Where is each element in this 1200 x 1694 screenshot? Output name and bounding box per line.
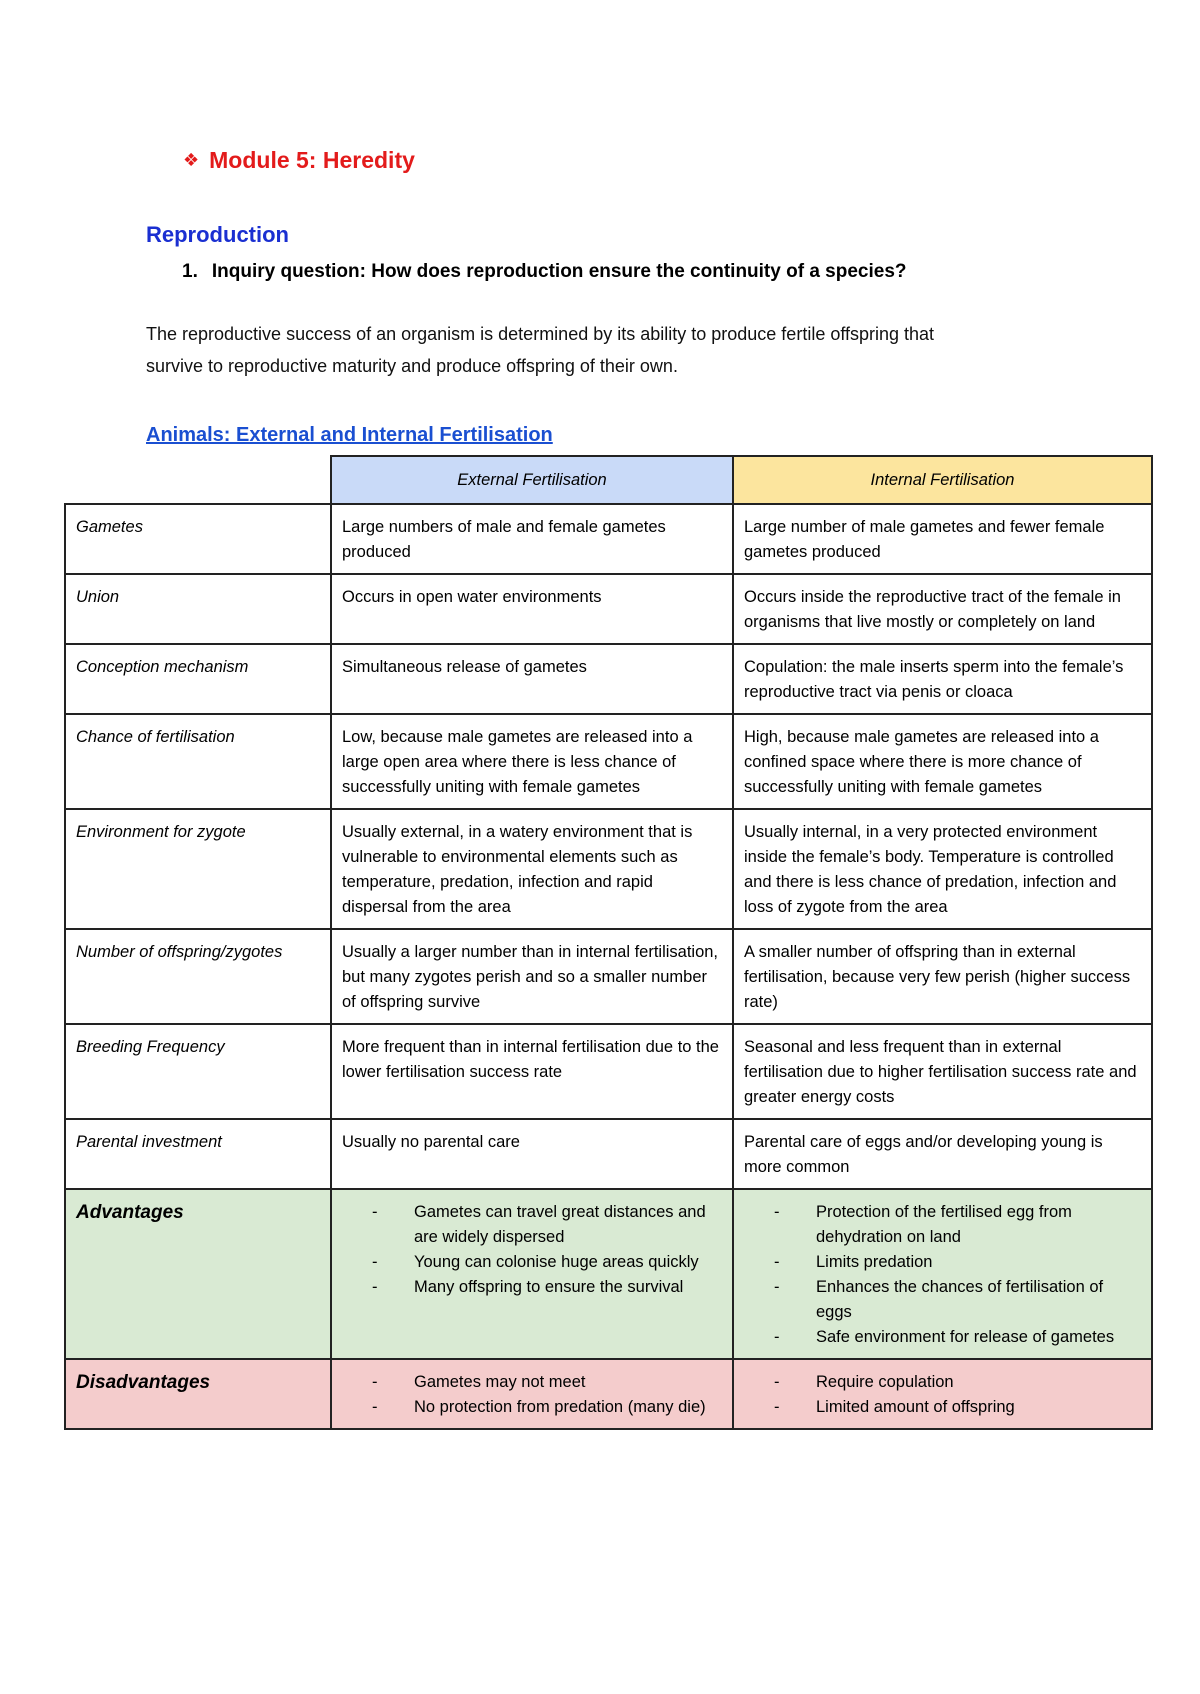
table-row [65,1024,1152,1119]
internal-disadvantages-list [744,1370,1141,1420]
table-header-row [65,456,1152,504]
external-cell: Low, because male gametes are released into a large open area where there is less chance of successfully uniting with female gametes [331,714,733,809]
internal-cell: A smaller number of offspring than in external fertilisation, because very few perish (higher success rate) [733,929,1152,1024]
row-label: Number of offspring/zygotes [65,929,331,1024]
table-row [65,714,1152,809]
inquiry-number: 1. [182,261,198,282]
list-item: - Many offspring to ensure the survival [372,1275,722,1300]
advantages-label: Advantages [65,1189,331,1359]
internal-cell: Large number of male gametes and fewer female gametes produced [733,504,1152,574]
module-title [183,147,415,174]
section-title: Reproduction [146,222,289,247]
disadvantages-label: Disadvantages [65,1359,331,1429]
table-row [65,644,1152,714]
external-cell: More frequent than in internal fertilisation due to the lower fertilisation success rate [331,1024,733,1119]
header-external: External Fertilisation [331,456,733,504]
table-heading-link[interactable]: Animals: External and Internal Fertilisation [146,424,553,446]
external-cell: Simultaneous release of gametes [331,644,733,714]
internal-cell: Occurs inside the reproductive tract of the female in organisms that live mostly or completely on land [733,574,1152,644]
row-label: Gametes [65,504,331,574]
internal-cell: Parental care of eggs and/or developing young is more common [733,1119,1152,1189]
table-row [65,1119,1152,1189]
external-cell: Usually external, in a watery environment that is vulnerable to environmental elements such as temperature, predation, infection and rapid dispersal from the area [331,809,733,929]
internal-cell: High, because male gametes are released into a confined space where there is more chance of successfully uniting with female gametes [733,714,1152,809]
table-row [65,574,1152,644]
intro-line: survive to reproductive maturity and produce offspring of their own. [146,356,678,376]
row-label: Chance of fertilisation [65,714,331,809]
external-cell: Large numbers of male and female gametes produced [331,504,733,574]
disadvantages-row [65,1359,1152,1429]
inquiry-text: Inquiry question: How does reproduction ensure the continuity of a species? [211,261,907,282]
module-title-text: Module 5: Heredity [209,147,415,173]
external-disadvantages-list [342,1370,722,1420]
list-item: - Require copulation [774,1370,1141,1395]
row-label: Conception mechanism [65,644,331,714]
internal-advantages-cell [733,1189,1152,1359]
row-label: Parental investment [65,1119,331,1189]
row-label: Union [65,574,331,644]
diamond-bullet-icon: ❖ [183,150,200,170]
row-label: Breeding Frequency [65,1024,331,1119]
list-item: - No protection from predation (many die) [372,1395,722,1420]
table-row [65,929,1152,1024]
external-disadvantages-cell [331,1359,733,1429]
table-row [65,809,1152,929]
intro-line: The reproductive success of an organism is determined by its ability to produce fertile offspring that [146,324,935,344]
external-cell: Usually no parental care [331,1119,733,1189]
inquiry-question [182,261,907,283]
intro-paragraph [146,318,1066,382]
header-internal: Internal Fertilisation [733,456,1152,504]
list-item: - Gametes can travel great distances and are widely dispersed [372,1200,722,1250]
fertilisation-table [64,455,1153,1430]
list-item: - Limited amount of offspring [774,1395,1141,1420]
external-cell: Usually a larger number than in internal fertilisation, but many zygotes perish and so a smaller number of offspring survive [331,929,733,1024]
list-item: - Protection of the fertilised egg from dehydration on land [774,1200,1141,1250]
list-item: - Gametes may not meet [372,1370,722,1395]
internal-cell: Copulation: the male inserts sperm into the female’s reproductive tract via penis or cloaca [733,644,1152,714]
advantages-row [65,1189,1152,1359]
header-empty-cell [65,456,331,504]
list-item: - Safe environment for release of gametes [774,1325,1141,1350]
internal-advantages-list [744,1200,1141,1350]
list-item: - Young can colonise huge areas quickly [372,1250,722,1275]
external-advantages-list [342,1200,722,1300]
list-item: - Limits predation [774,1250,1141,1275]
internal-cell: Seasonal and less frequent than in external fertilisation due to higher fertilisation success rate and greater energy costs [733,1024,1152,1119]
list-item: - Enhances the chances of fertilisation of eggs [774,1275,1141,1325]
row-label: Environment for zygote [65,809,331,929]
internal-cell: Usually internal, in a very protected environment inside the female’s body. Temperature is controlled and there is less chance of predation, infection and loss of zygote from the area [733,809,1152,929]
table-row [65,504,1152,574]
external-advantages-cell [331,1189,733,1359]
internal-disadvantages-cell [733,1359,1152,1429]
external-cell: Occurs in open water environments [331,574,733,644]
